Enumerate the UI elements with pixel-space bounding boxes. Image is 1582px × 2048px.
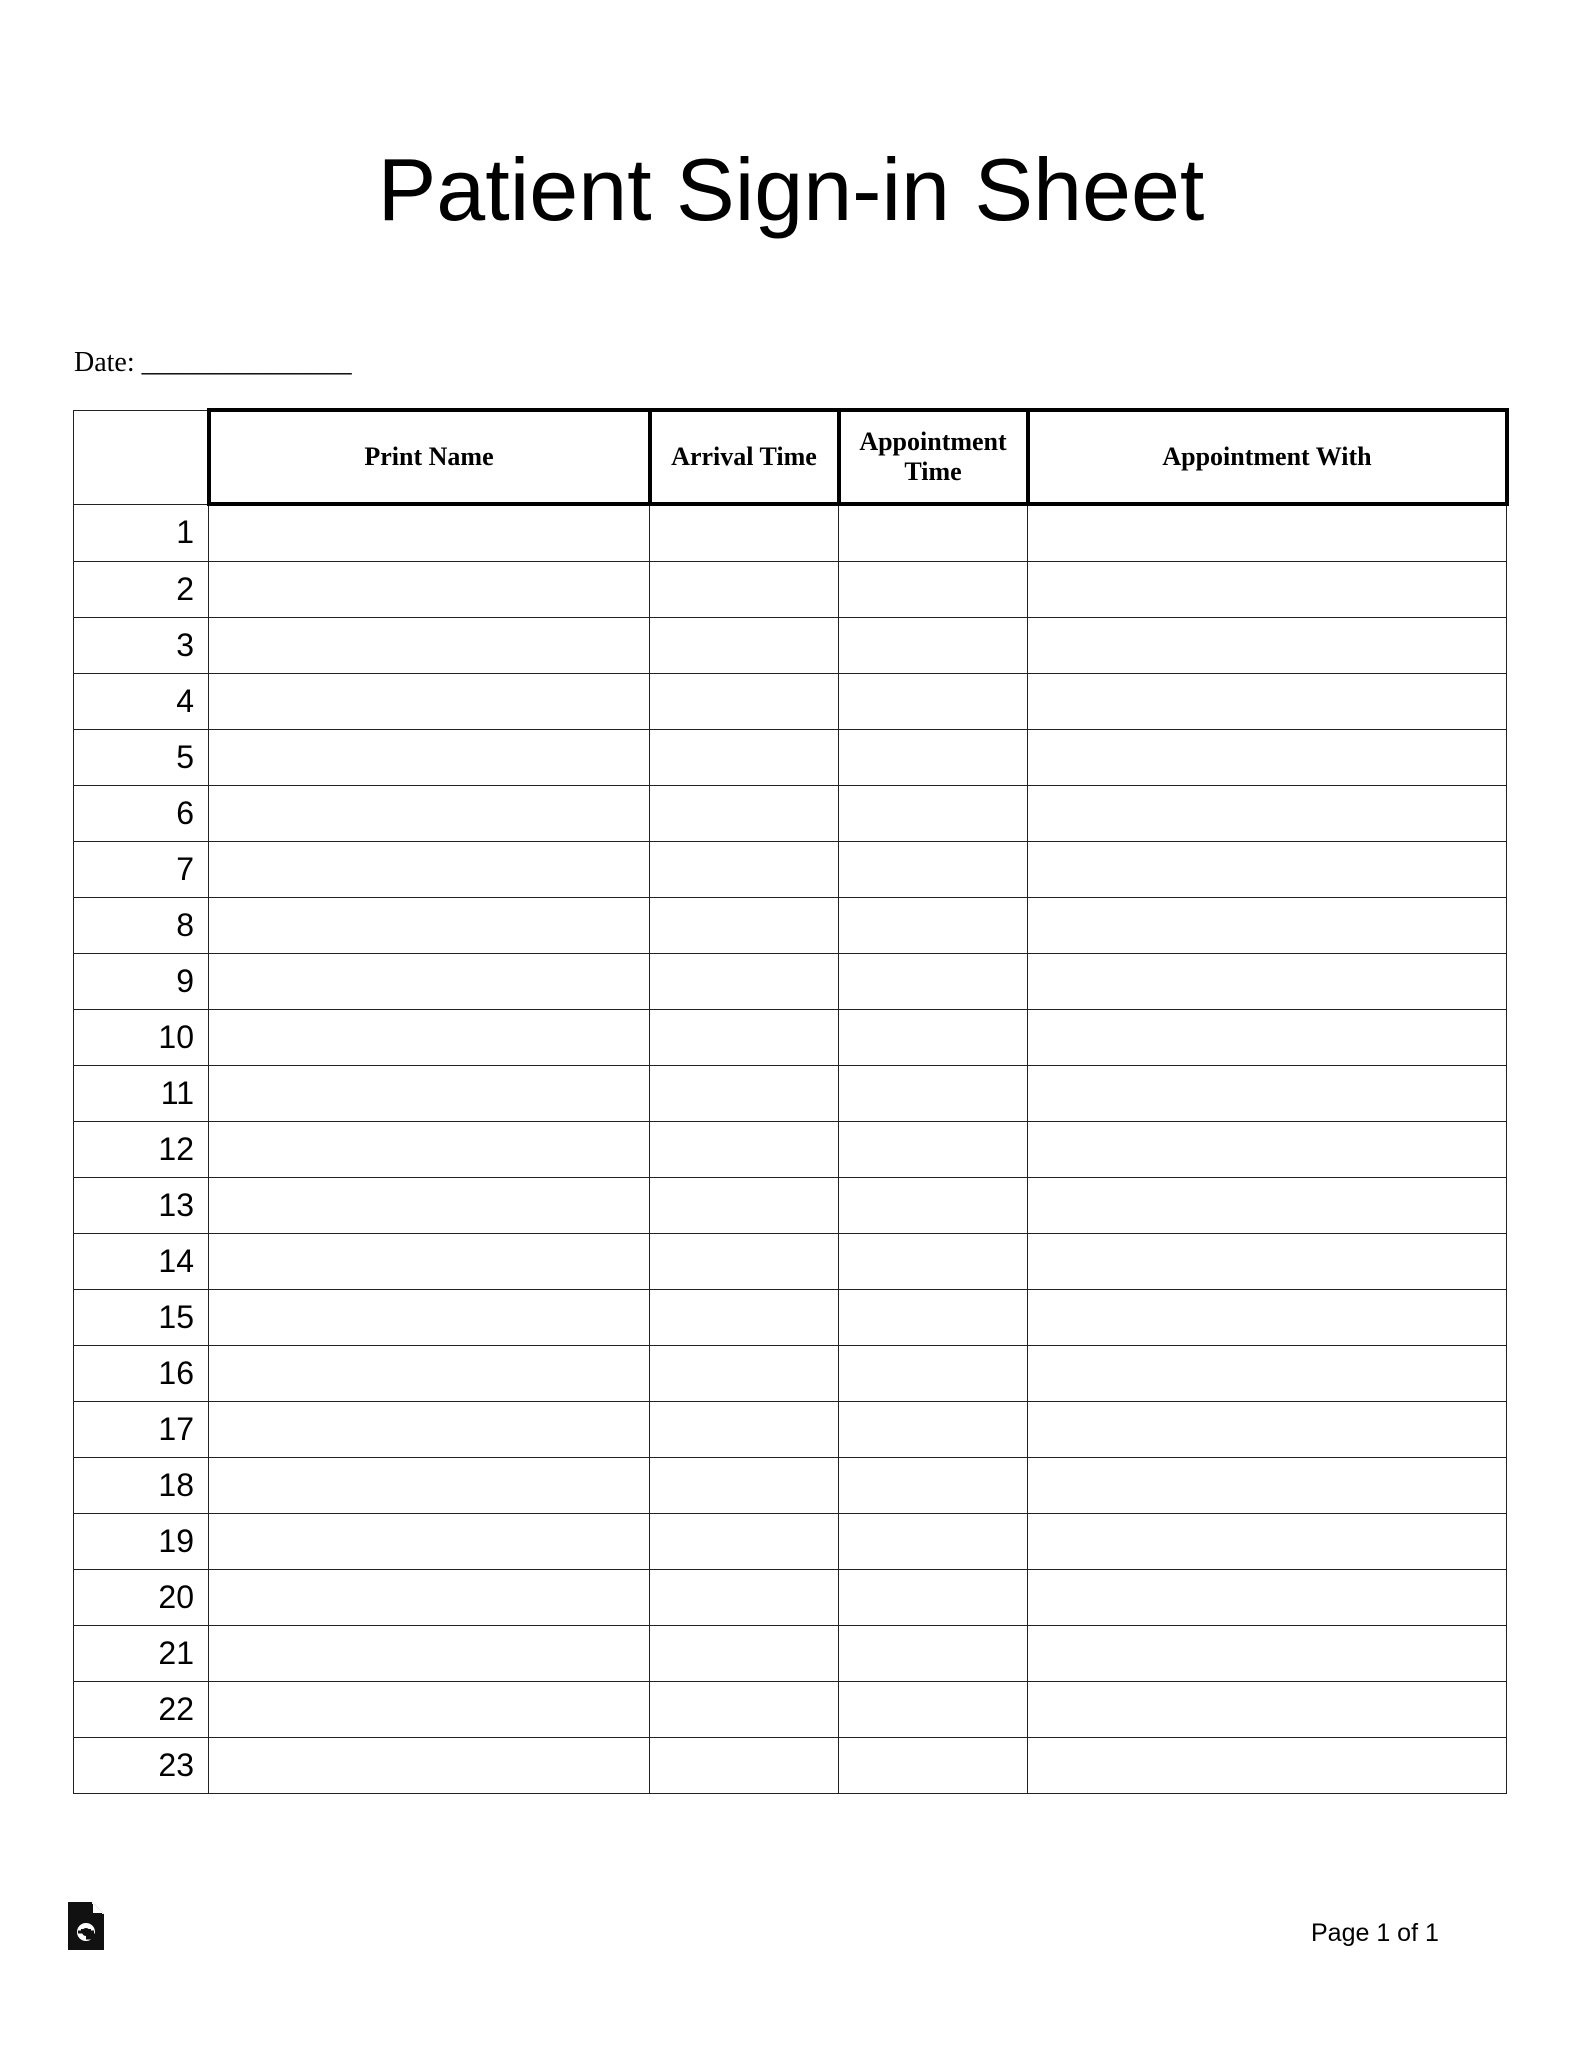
row-number: 18 — [74, 1458, 209, 1514]
appointment-with-cell[interactable] — [1028, 1122, 1507, 1178]
appointment-with-cell[interactable] — [1028, 1626, 1507, 1682]
row-number: 6 — [74, 786, 209, 842]
arrival-time-cell[interactable] — [650, 730, 839, 786]
sign-in-table — [73, 408, 1509, 1794]
arrival-time-cell[interactable] — [650, 618, 839, 674]
print-name-cell[interactable] — [209, 1402, 650, 1458]
appointment-with-cell[interactable] — [1028, 674, 1507, 730]
appointment-time-cell[interactable] — [839, 1402, 1028, 1458]
table-row — [74, 1178, 1507, 1234]
appointment-time-cell[interactable] — [839, 1682, 1028, 1738]
appointment-with-cell[interactable] — [1028, 1290, 1507, 1346]
appointment-time-cell[interactable] — [839, 1458, 1028, 1514]
row-number: 15 — [74, 1290, 209, 1346]
table-row — [74, 954, 1507, 1010]
print-name-cell[interactable] — [209, 842, 650, 898]
table-row — [74, 1626, 1507, 1682]
header-print-name: Print Name — [209, 410, 650, 504]
print-name-cell[interactable] — [209, 954, 650, 1010]
table-row — [74, 1402, 1507, 1458]
table-row — [74, 504, 1507, 562]
table-row — [74, 1346, 1507, 1402]
arrival-time-cell[interactable] — [650, 1626, 839, 1682]
print-name-cell[interactable] — [209, 1346, 650, 1402]
print-name-cell[interactable] — [209, 1122, 650, 1178]
print-name-cell[interactable] — [209, 1178, 650, 1234]
arrival-time-cell[interactable] — [650, 1066, 839, 1122]
appointment-with-cell[interactable] — [1028, 1346, 1507, 1402]
print-name-cell[interactable] — [209, 1066, 650, 1122]
page-title: Patient Sign-in Sheet — [377, 140, 1205, 239]
appointment-time-cell[interactable] — [839, 1570, 1028, 1626]
print-name-cell[interactable] — [209, 1738, 650, 1794]
print-name-cell[interactable] — [209, 674, 650, 730]
header-appointment-time-label: Appointment Time — [859, 427, 1007, 486]
arrival-time-cell[interactable] — [650, 898, 839, 954]
appointment-time-cell[interactable] — [839, 1178, 1028, 1234]
table-row — [74, 1514, 1507, 1570]
appointment-time-cell[interactable] — [839, 562, 1028, 618]
print-name-cell[interactable] — [209, 898, 650, 954]
table-row — [74, 1290, 1507, 1346]
appointment-with-cell[interactable] — [1028, 1570, 1507, 1626]
arrival-time-cell[interactable] — [650, 504, 839, 562]
appointment-with-cell[interactable] — [1028, 1066, 1507, 1122]
page-number: Page 1 of 1 — [1311, 1919, 1439, 1947]
appointment-with-cell[interactable] — [1028, 562, 1507, 618]
table-row — [74, 1738, 1507, 1794]
arrival-time-cell[interactable] — [650, 1346, 839, 1402]
row-number: 2 — [74, 562, 209, 618]
print-name-cell[interactable] — [209, 1010, 650, 1066]
print-name-cell[interactable] — [209, 730, 650, 786]
table-row — [74, 1682, 1507, 1738]
appointment-time-cell[interactable] — [839, 786, 1028, 842]
appointment-time-cell[interactable] — [839, 1346, 1028, 1402]
print-name-cell[interactable] — [209, 1682, 650, 1738]
row-number: 5 — [74, 730, 209, 786]
table-row — [74, 1122, 1507, 1178]
appointment-with-cell[interactable] — [1028, 1682, 1507, 1738]
table-row — [74, 1570, 1507, 1626]
print-name-cell[interactable] — [209, 1290, 650, 1346]
appointment-time-cell[interactable] — [839, 1066, 1028, 1122]
table-row — [74, 562, 1507, 618]
row-number: 9 — [74, 954, 209, 1010]
header-corner-cell — [74, 410, 209, 504]
table-body — [74, 504, 1507, 1794]
table-row — [74, 1066, 1507, 1122]
appointment-time-cell[interactable] — [839, 1010, 1028, 1066]
arrival-time-cell[interactable] — [650, 1738, 839, 1794]
table-row — [74, 1234, 1507, 1290]
date-field[interactable]: Date: _______________ — [74, 347, 352, 378]
appointment-with-cell[interactable] — [1028, 1178, 1507, 1234]
arrival-time-cell[interactable] — [650, 1458, 839, 1514]
appointment-time-cell[interactable] — [839, 1738, 1028, 1794]
appointment-with-cell[interactable] — [1028, 730, 1507, 786]
appointment-with-cell[interactable] — [1028, 1514, 1507, 1570]
appointment-with-cell[interactable] — [1028, 954, 1507, 1010]
arrival-time-cell[interactable] — [650, 1514, 839, 1570]
arrival-time-cell[interactable] — [650, 786, 839, 842]
row-number: 14 — [74, 1234, 209, 1290]
print-name-cell[interactable] — [209, 1570, 650, 1626]
arrival-time-cell[interactable] — [650, 1290, 839, 1346]
table-row — [74, 898, 1507, 954]
print-name-cell[interactable] — [209, 1458, 650, 1514]
appointment-time-cell[interactable] — [839, 1626, 1028, 1682]
appointment-with-cell[interactable] — [1028, 1010, 1507, 1066]
table-row — [74, 618, 1507, 674]
table-row — [74, 786, 1507, 842]
appointment-with-cell[interactable] — [1028, 842, 1507, 898]
appointment-with-cell[interactable] — [1028, 898, 1507, 954]
appointment-time-cell[interactable] — [839, 1514, 1028, 1570]
appointment-time-cell[interactable] — [839, 898, 1028, 954]
arrival-time-cell[interactable] — [650, 954, 839, 1010]
row-number: 1 — [74, 504, 209, 562]
arrival-time-cell[interactable] — [650, 562, 839, 618]
arrival-time-cell[interactable] — [650, 1122, 839, 1178]
row-number: 13 — [74, 1178, 209, 1234]
row-number: 19 — [74, 1514, 209, 1570]
header-appointment-time — [839, 410, 1028, 504]
appointment-time-cell[interactable] — [839, 842, 1028, 898]
print-name-cell[interactable] — [209, 504, 650, 562]
appointment-time-cell[interactable] — [839, 504, 1028, 562]
row-number: 11 — [74, 1066, 209, 1122]
row-number: 20 — [74, 1570, 209, 1626]
table-row — [74, 674, 1507, 730]
arrival-time-cell[interactable] — [650, 842, 839, 898]
row-number: 12 — [74, 1122, 209, 1178]
row-number: 17 — [74, 1402, 209, 1458]
arrival-time-cell[interactable] — [650, 1570, 839, 1626]
eforms-logo-icon — [68, 1902, 104, 1950]
print-name-cell[interactable] — [209, 1626, 650, 1682]
row-number: 8 — [74, 898, 209, 954]
arrival-time-cell[interactable] — [650, 1234, 839, 1290]
appointment-time-cell[interactable] — [839, 730, 1028, 786]
appointment-with-cell[interactable] — [1028, 1402, 1507, 1458]
print-name-cell[interactable] — [209, 562, 650, 618]
appointment-time-cell[interactable] — [839, 1290, 1028, 1346]
appointment-with-cell[interactable] — [1028, 504, 1507, 562]
row-number: 10 — [74, 1010, 209, 1066]
print-name-cell[interactable] — [209, 1514, 650, 1570]
row-number: 16 — [74, 1346, 209, 1402]
appointment-time-cell[interactable] — [839, 954, 1028, 1010]
print-name-cell[interactable] — [209, 618, 650, 674]
arrival-time-cell[interactable] — [650, 1010, 839, 1066]
row-number: 21 — [74, 1626, 209, 1682]
header-appointment-with: Appointment With — [1028, 410, 1507, 504]
table-row — [74, 1010, 1507, 1066]
appointment-with-cell[interactable] — [1028, 1234, 1507, 1290]
appointment-with-cell[interactable] — [1028, 786, 1507, 842]
row-number: 23 — [74, 1738, 209, 1794]
appointment-with-cell[interactable] — [1028, 1458, 1507, 1514]
arrival-time-cell[interactable] — [650, 674, 839, 730]
row-number: 4 — [74, 674, 209, 730]
appointment-with-cell[interactable] — [1028, 1738, 1507, 1794]
table-row — [74, 1458, 1507, 1514]
document-logo-icon — [68, 1902, 104, 1950]
appointment-with-cell[interactable] — [1028, 618, 1507, 674]
table-row — [74, 730, 1507, 786]
appointment-time-cell[interactable] — [839, 1234, 1028, 1290]
arrival-time-cell[interactable] — [650, 1682, 839, 1738]
print-name-cell[interactable] — [209, 786, 650, 842]
appointment-time-cell[interactable] — [839, 1122, 1028, 1178]
row-number: 3 — [74, 618, 209, 674]
appointment-time-cell[interactable] — [839, 674, 1028, 730]
appointment-time-cell[interactable] — [839, 618, 1028, 674]
table-row — [74, 842, 1507, 898]
print-name-cell[interactable] — [209, 1234, 650, 1290]
row-number: 22 — [74, 1682, 209, 1738]
table-header-row — [74, 410, 1507, 504]
row-number: 7 — [74, 842, 209, 898]
arrival-time-cell[interactable] — [650, 1402, 839, 1458]
header-arrival-time: Arrival Time — [650, 410, 839, 504]
arrival-time-cell[interactable] — [650, 1178, 839, 1234]
